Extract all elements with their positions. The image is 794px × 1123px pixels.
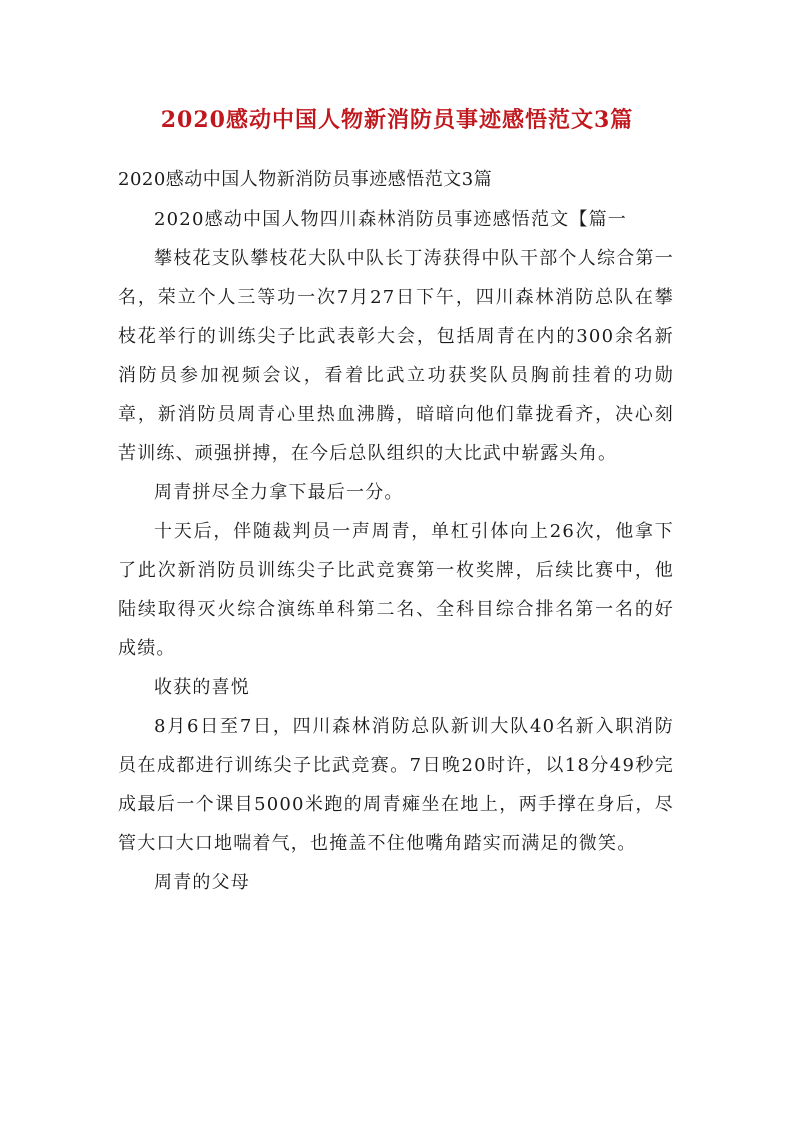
paragraph: 2020感动中国人物四川森林消防员事迹感悟范文【篇一: [154, 209, 628, 230]
paragraph: 十天后，伴随裁判员一声周青，单杠引体向上26次，他拿下了此次新消防员训练尖子比武竞赛第一枚奖牌，后续比赛中，他陆续取得灭火综合演练单科第二名、全科目综合排名第一名的好成绩。: [118, 521, 674, 659]
document-subtitle: 2020感动中国人物新消防员事迹感悟范文3篇: [118, 169, 493, 190]
section-heading: 收获的喜悦: [154, 677, 250, 698]
paragraph: 攀枝花支队攀枝花大队中队长丁涛获得中队干部个人综合第一名，荣立个人三等功一次7月27日下午，四川森林消防总队在攀枝花举行的训练尖子比武表彰大会，包括周青在内的300余名新消防员参加视频会议，看着比武立功获奖队员胸前挂着的功勋章，新消防员周青心里热血沸腾，暗暗向他们靠拢看齐，决心刻苦训练、顽强拼搏，在今后总队组织的大比武中崭露头角。: [118, 248, 674, 464]
paragraph: 周青拼尽全力拿下最后一分。: [154, 482, 404, 503]
section-heading: 周青的父母: [154, 872, 250, 893]
paragraph: 8月6日至7日，四川森林消防总队新训大队40名新入职消防员在成都进行训练尖子比武竞赛。7日晚20时许，以18分49秒完成最后一个课目5000米跑的周青瘫坐在地上，两手撑在身后，尽管大口大口地喘着气，也掩盖不住他嘴角踏实而满足的微笑。: [118, 716, 674, 854]
document-title: 2020感动中国人物新消防员事迹感悟范文3篇: [160, 107, 634, 133]
document-body: [118, 200, 674, 902]
